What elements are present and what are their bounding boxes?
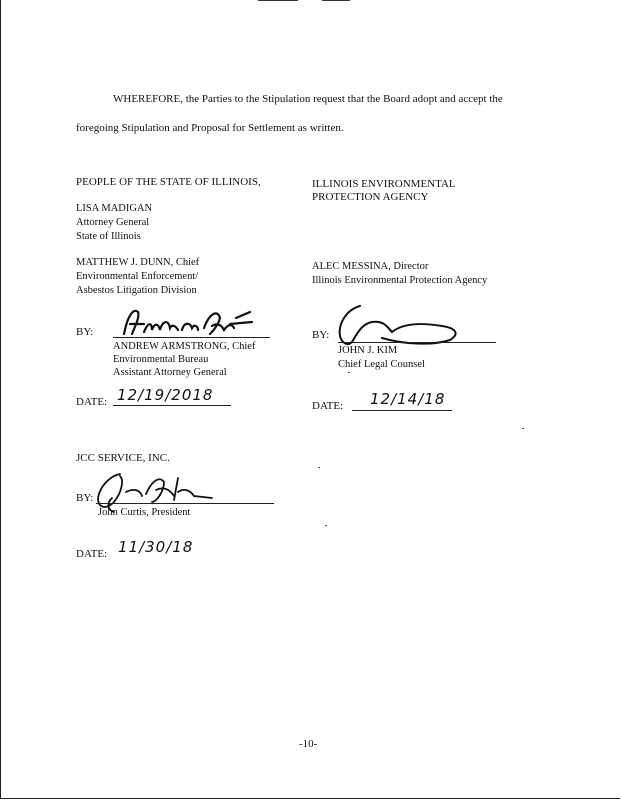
- scan-speck: [522, 428, 524, 429]
- signature-line-right: [338, 342, 496, 343]
- chief-title-2: Asbestos Litigation Division: [76, 285, 197, 296]
- ag-title: Attorney General: [76, 217, 150, 228]
- party-iepa-2: PROTECTION AGENCY: [312, 191, 429, 203]
- date-label-left: DATE:: [76, 396, 108, 408]
- scan-speck: [325, 525, 327, 526]
- signer-name-left: ANDREW ARMSTRONG, Chief: [113, 341, 256, 352]
- director-title: Illinois Environmental Protection Agency: [312, 275, 488, 286]
- date-line-right: [352, 410, 452, 411]
- signature-line-left: [113, 337, 270, 338]
- signer-title-left-1: Environmental Bureau: [113, 354, 209, 365]
- date-value-jcc: 11/30/18: [118, 538, 194, 556]
- party-people: PEOPLE OF THE STATE OF ILLINOIS,: [76, 176, 261, 188]
- page-number: -10-: [299, 738, 318, 750]
- intro-line-2: foregoing Stipulation and Proposal for Settlement as written.: [76, 122, 344, 134]
- party-iepa-1: ILLINOIS ENVIRONMENTAL: [312, 178, 456, 190]
- by-label-jcc: BY:: [76, 492, 94, 504]
- scan-mark: [258, 0, 298, 1]
- director-name: ALEC MESSINA, Director: [312, 261, 429, 272]
- armstrong-signature: [118, 304, 258, 344]
- scan-mark: [322, 0, 350, 1]
- ag-name: LISA MADIGAN: [76, 203, 153, 214]
- party-jcc: JCC SERVICE, INC.: [76, 452, 170, 464]
- date-value-left: 12/19/2018: [117, 386, 214, 404]
- scan-speck: [348, 372, 350, 373]
- signature-line-jcc: [96, 503, 274, 504]
- scan-speck: [318, 467, 320, 468]
- signer-title-right: Chief Legal Counsel: [338, 359, 425, 370]
- chief-name: MATTHEW J. DUNN, Chief: [76, 257, 200, 268]
- date-label-right: DATE:: [312, 400, 344, 412]
- intro-line-1: WHEREFORE, the Parties to the Stipulation request that the Board adopt and accept the: [113, 93, 503, 105]
- date-label-jcc: DATE:: [76, 548, 108, 560]
- signer-title-left-2: Assistant Attorney General: [113, 367, 227, 378]
- date-line-left: [113, 405, 231, 406]
- by-label-left: BY:: [76, 326, 94, 338]
- chief-title-1: Environmental Enforcement/: [76, 271, 199, 282]
- signer-jcc: John Curtis, President: [98, 507, 191, 518]
- ag-state: State of Illinois: [76, 231, 141, 242]
- signer-name-right: JOHN J. KIM: [338, 345, 398, 356]
- date-value-right: 12/14/18: [370, 390, 446, 408]
- by-label-right: BY:: [312, 329, 330, 341]
